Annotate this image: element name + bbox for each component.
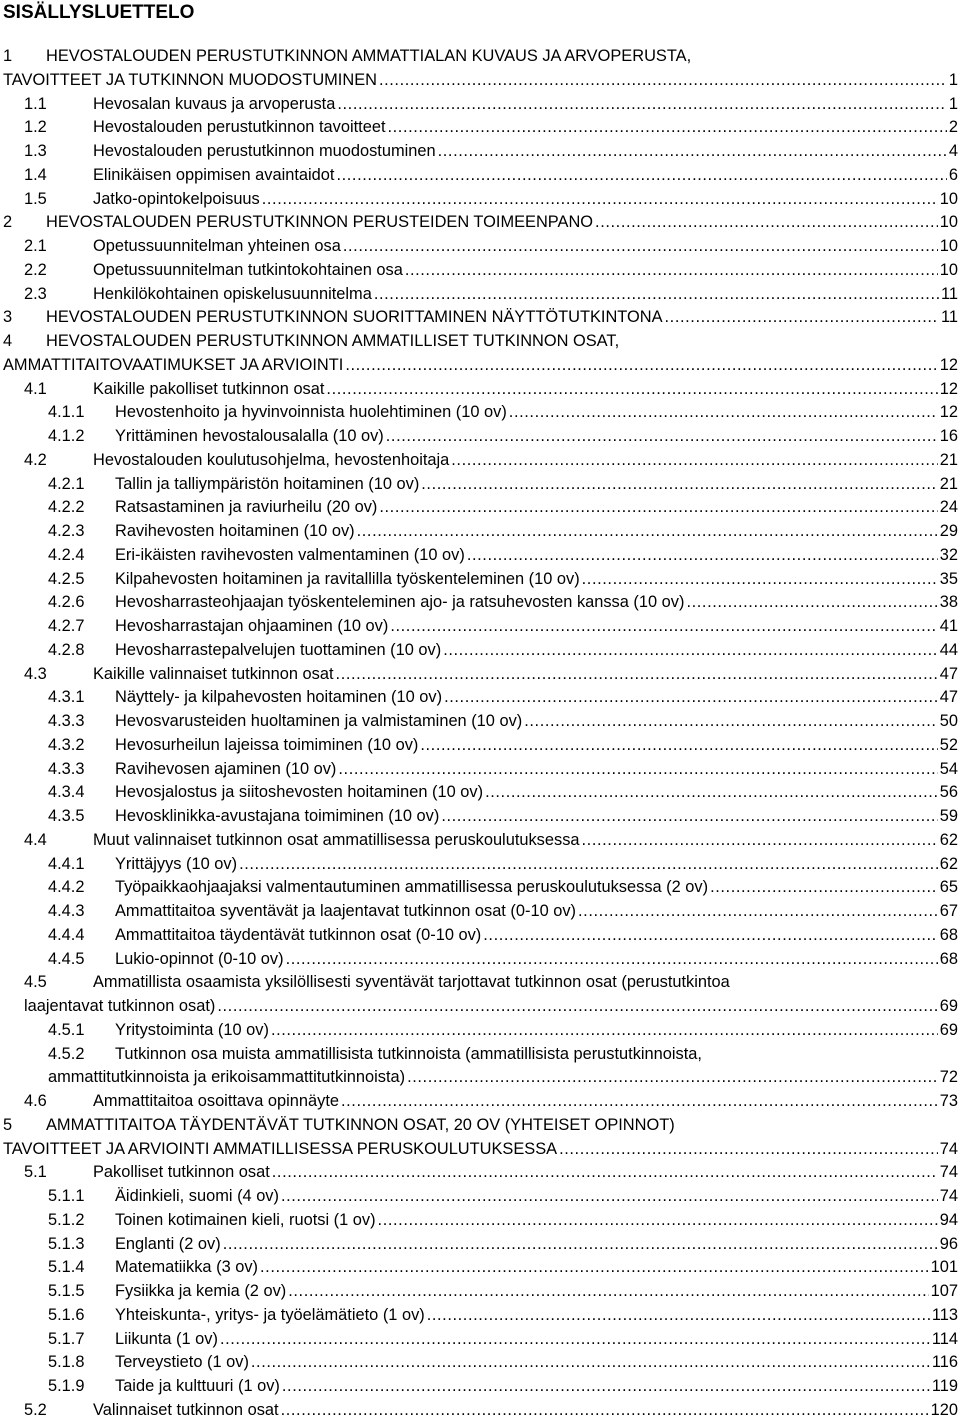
toc-entry[interactable]: [0, 139, 960, 163]
toc-entry[interactable]: [0, 1279, 960, 1303]
toc-entry-title: Hevosalan kuvaus ja arvoperusta: [93, 94, 336, 113]
toc-entry[interactable]: [0, 923, 960, 947]
toc-entry-title: Tutkinnon osa muista ammatillisista tutkinnoista (ammatillisista perustutkinnoista,: [115, 1044, 702, 1063]
dot-leader: [421, 472, 937, 496]
toc-entry-number: 5: [3, 1115, 13, 1134]
toc-entry-page: 72: [939, 1068, 958, 1087]
toc-entry-title: Matematiikka (3 ov): [115, 1258, 259, 1277]
toc-entry-page: 10: [939, 237, 958, 255]
dot-leader: [286, 947, 938, 971]
toc-entry-title: Hevostalouden perustutkinnon muodostuminen: [93, 142, 436, 160]
toc-entry[interactable]: [0, 1089, 960, 1113]
dot-leader: [374, 282, 939, 306]
toc-entry-page: 119: [931, 1377, 958, 1395]
toc-entry-page: 54: [939, 759, 958, 778]
dot-leader: [582, 567, 938, 591]
toc-entry-page: 1: [948, 70, 958, 89]
dot-leader: [582, 828, 938, 852]
toc-entry-title: Liikunta (1 ov): [115, 1329, 218, 1348]
toc-entry-continuation[interactable]: [0, 1137, 960, 1161]
toc-entry-page: 65: [939, 878, 958, 897]
dot-leader: [578, 899, 938, 923]
toc-entry-page: 74: [939, 1163, 958, 1182]
toc-entry-page: 12: [939, 355, 958, 374]
toc-entry-title: Yrittäjyys (10 ov): [115, 854, 238, 873]
toc-entry-title: Hevostalouden koulutusohjelma, hevostenhoitaja: [93, 450, 450, 469]
toc-entry-number: 4.3.4: [48, 783, 85, 802]
dot-leader: [420, 733, 937, 757]
toc-entry-title: Hevosklinikka-avustajana toimiminen (10 ov): [115, 807, 440, 825]
toc-entry-title: HEVOSTALOUDEN PERUSTUTKINNON AMMATILLISET TUTKINNON OSAT,: [46, 332, 620, 350]
toc-entry[interactable]: [0, 115, 960, 139]
dot-leader: [444, 685, 938, 709]
toc-entry-number: 5.2: [24, 1400, 47, 1419]
toc-entry-number: 4.5.1: [48, 1020, 85, 1039]
toc-entry-title: Äidinkieli, suomi (4 ov): [115, 1187, 279, 1205]
toc-entry-continuation[interactable]: [0, 68, 960, 92]
toc-entry-title: Ammattitaitoa syventävät ja laajentavat tutkinnon osat (0-10 ov): [115, 902, 577, 920]
dot-leader: [239, 852, 938, 876]
toc-entry[interactable]: [0, 210, 960, 234]
toc-entry-title: laajentavat tutkinnon osat): [24, 997, 216, 1015]
toc-entry[interactable]: [0, 543, 960, 567]
dot-leader: [509, 400, 938, 424]
toc-entry-number: 4.4.3: [48, 902, 85, 920]
toc-entry-number: 4.3.1: [48, 688, 85, 707]
toc-entry-number: 4.3.3: [48, 759, 85, 778]
toc-entry-number: 4.3.3: [48, 712, 85, 730]
toc-entry-title: Elinikäisen oppimisen avaintaidot: [93, 165, 335, 184]
toc-entry[interactable]: [0, 1232, 960, 1256]
toc-entry-page: 41: [939, 617, 958, 635]
dot-leader: [405, 258, 938, 282]
toc-entry-page: 11: [940, 284, 958, 303]
dot-leader: [438, 139, 947, 163]
toc-entry-number: 2: [3, 213, 13, 232]
toc-entry-number: 1: [3, 47, 13, 65]
toc-entry-title: HEVOSTALOUDEN PERUSTUTKINNON PERUSTEIDEN TOIMEENPANO: [46, 213, 594, 232]
toc-entry-page: 69: [939, 997, 958, 1015]
toc-entry[interactable]: [0, 1398, 960, 1422]
toc-entry-title: Pakolliset tutkinnon osat: [93, 1163, 270, 1182]
toc-entry-title: Hevosharrastajan ohjaaminen (10 ov): [115, 617, 389, 635]
toc-entry-page: 10: [939, 213, 958, 232]
toc-entry[interactable]: [0, 947, 960, 971]
dot-leader: [559, 1137, 938, 1161]
toc-entry-page: 35: [939, 569, 958, 588]
toc-entry-page: 62: [939, 830, 958, 849]
toc-entry-page: 10: [939, 189, 958, 208]
toc-entry-number: 5.1.9: [48, 1377, 85, 1395]
toc-entry-title: Valinnaiset tutkinnon osat: [93, 1400, 279, 1419]
toc-entry-page: 44: [939, 640, 958, 659]
toc-entry-page: 59: [939, 807, 958, 825]
toc-entry-page: 32: [939, 545, 958, 564]
toc-entry-page: 56: [939, 783, 958, 802]
toc-entry[interactable]: [0, 1374, 960, 1398]
dot-leader: [217, 994, 937, 1018]
toc-entry-number: 4.4.2: [48, 878, 85, 897]
toc-entry-number: 4: [3, 332, 13, 350]
toc-entry-number: 4.2.2: [48, 498, 85, 517]
toc-entry-title: Hevosurheilun lajeissa toimiminen (10 ov): [115, 735, 419, 754]
toc-entry[interactable]: [0, 495, 960, 519]
toc-entry-title: Kaikille pakolliset tutkinnon osat: [93, 379, 325, 398]
toc-entry[interactable]: [0, 780, 960, 804]
toc-entry-number: 4.1.1: [48, 403, 85, 422]
toc-entry[interactable]: [0, 875, 960, 899]
toc-entry[interactable]: [0, 1255, 960, 1279]
toc-entry-number: 4.1: [24, 379, 47, 398]
toc-entry-continuation[interactable]: [0, 353, 960, 377]
toc-entry-title: Opetussuunnitelman yhteinen osa: [93, 237, 341, 255]
dot-leader: [262, 187, 938, 211]
toc-entry-number: 4.3.2: [48, 735, 85, 754]
toc-entry-number: 4.2.6: [48, 593, 85, 612]
toc-entry-continuation[interactable]: [0, 994, 960, 1018]
dot-leader: [441, 804, 937, 828]
dot-leader: [710, 875, 938, 899]
toc-entry[interactable]: [0, 424, 960, 448]
toc-entry[interactable]: [0, 1113, 960, 1137]
toc-entry[interactable]: [0, 638, 960, 662]
toc-entry[interactable]: [0, 377, 960, 401]
dot-leader: [443, 638, 938, 662]
toc-entry-title: Hevosjalostus ja siitoshevosten hoitaminen (10 ov): [115, 783, 484, 802]
toc-entry-title: Hevosvarusteiden huoltaminen ja valmistaminen (10 ov): [115, 712, 523, 730]
toc-entry[interactable]: [0, 329, 960, 353]
toc-entry-page: 68: [939, 949, 958, 968]
dot-leader: [485, 780, 938, 804]
toc-entry-number: 3: [3, 308, 13, 327]
toc-entry-page: 52: [939, 735, 958, 754]
toc-entry-title: Tallin ja talliympäristön hoitaminen (10 ov): [115, 474, 420, 493]
toc-entry-page: 6: [948, 165, 958, 184]
toc-entry-page: 116: [931, 1353, 958, 1372]
toc-entry-page: 38: [939, 593, 958, 612]
toc-entry[interactable]: [0, 899, 960, 923]
toc-entry-title: Ammattitaitoa täydentävät tutkinnon osat (0-10 ov): [115, 925, 482, 944]
toc-entry-page: 29: [939, 522, 958, 540]
dot-leader: [427, 1303, 930, 1327]
toc-entry-page: 67: [939, 902, 958, 920]
toc-entry-number: 4.5.2: [48, 1044, 85, 1063]
dot-leader: [686, 590, 937, 614]
toc-entry-page: 11: [940, 308, 958, 327]
toc-entry[interactable]: [0, 828, 960, 852]
dot-leader: [451, 448, 937, 472]
toc-entry-title: AMMATTITAITOA TÄYDENTÄVÄT TUTKINNON OSAT, 20 OV (YHTEISET OPINNOT): [46, 1115, 675, 1134]
toc-entry[interactable]: [0, 1160, 960, 1184]
toc-entry[interactable]: [0, 1350, 960, 1374]
toc-entry-page: 1: [948, 94, 958, 113]
toc-entry-number: 1.1: [24, 94, 47, 113]
toc-entry-page: 21: [939, 450, 958, 469]
dot-leader: [251, 1350, 930, 1374]
toc-entry[interactable]: [0, 1327, 960, 1351]
toc-entry-page: 113: [931, 1305, 958, 1324]
toc-entry[interactable]: [0, 44, 960, 68]
dot-leader: [337, 92, 947, 116]
toc-entry-number: 1.4: [24, 165, 47, 184]
dot-leader: [357, 519, 938, 543]
toc-entry-number: 1.2: [24, 118, 47, 137]
toc-entry-number: 1.3: [24, 142, 47, 160]
toc-entry[interactable]: [0, 1018, 960, 1042]
page-title: SISÄLLYSLUETTELO: [3, 2, 195, 23]
toc-entry-number: 4.4.5: [48, 949, 85, 968]
toc-entry[interactable]: [0, 282, 960, 306]
toc-entry-number: 4.3.5: [48, 807, 85, 825]
toc-entry[interactable]: [0, 92, 960, 116]
toc-entry[interactable]: [0, 1042, 960, 1066]
toc-entry-title: Yhteiskunta-, yritys- ja työelämätieto (1 ov): [115, 1305, 425, 1324]
dot-leader: [378, 1208, 938, 1232]
toc-entry-number: 2.2: [24, 260, 47, 279]
toc-entry-number: 5.1.4: [48, 1258, 85, 1277]
toc-entry[interactable]: [0, 685, 960, 709]
toc-entry-page: 16: [939, 427, 958, 445]
dot-leader: [407, 1065, 938, 1089]
dot-leader: [336, 662, 938, 686]
toc-entry-number: 5.1: [24, 1163, 47, 1182]
toc-entry[interactable]: [0, 234, 960, 258]
dot-leader: [343, 234, 938, 258]
toc-entry[interactable]: [0, 590, 960, 614]
dot-leader: [379, 495, 937, 519]
toc-entry-page: 47: [939, 688, 958, 707]
dot-leader: [483, 923, 938, 947]
toc-entry-number: 5.1.7: [48, 1329, 85, 1348]
dot-leader: [271, 1018, 938, 1042]
toc-entry-number: 4.6: [24, 1092, 47, 1110]
toc-entry[interactable]: [0, 733, 960, 757]
toc-entry-page: 12: [939, 403, 958, 422]
toc-entry-number: 4.2.1: [48, 474, 85, 493]
toc-entry-number: 2.3: [24, 284, 47, 303]
toc-entry[interactable]: [0, 709, 960, 733]
toc-entry-title: Ammatillista osaamista yksilöllisesti syventävät tarjottavat tutkinnon osat (perustutkintoa: [93, 973, 730, 992]
toc-entry-title: Työpaikkaohjaajaksi valmentautuminen ammatillisessa peruskoulutuksessa (2 ov): [115, 878, 709, 897]
toc-entry-number: 1.5: [24, 189, 47, 208]
toc-entry-number: 4.2: [24, 450, 47, 469]
toc-entry[interactable]: [0, 187, 960, 211]
toc-entry[interactable]: [0, 757, 960, 781]
toc-entry-title: Kaikille valinnaiset tutkinnon osat: [93, 664, 334, 683]
toc-entry-page: 101: [930, 1258, 958, 1277]
toc-entry[interactable]: [0, 163, 960, 187]
dot-leader: [345, 353, 937, 377]
toc-entry-title: AMMATTITAITOVAATIMUKSET JA ARVIOINTI: [3, 355, 344, 374]
dot-leader: [220, 1327, 930, 1351]
toc-entry-title: Jatko-opintokelpoisuus: [93, 189, 260, 208]
dot-leader: [288, 1279, 928, 1303]
toc-entry-number: 4.2.3: [48, 522, 85, 540]
toc-entry-page: 24: [939, 498, 958, 517]
toc-entry[interactable]: [0, 804, 960, 828]
toc-entry-number: 5.1.2: [48, 1210, 85, 1229]
toc-entry-title: Terveystieto (1 ov): [115, 1353, 249, 1372]
toc-entry-title: Yrittäminen hevostalousalalla (10 ov): [115, 427, 384, 445]
toc-entry-title: Näyttely- ja kilpahevosten hoitaminen (10 ov): [115, 688, 443, 707]
toc-entry-number: 5.1.3: [48, 1234, 85, 1253]
toc-entry-title: Ravihevosen ajaminen (10 ov): [115, 759, 337, 778]
toc-entry-title: Fysiikka ja kemia (2 ov): [115, 1282, 287, 1300]
toc-entry-page: 74: [939, 1139, 958, 1158]
toc-entry-number: 4.2.7: [48, 617, 85, 635]
dot-leader: [595, 210, 938, 234]
toc-entry-number: 4.1.2: [48, 427, 85, 445]
toc-entry-number: 5.1.8: [48, 1353, 85, 1372]
toc-entry[interactable]: [0, 258, 960, 282]
toc-entry-number: 4.4: [24, 830, 47, 849]
toc-entry-title: Hevosharrastepalvelujen tuottaminen (10 ov): [115, 640, 442, 659]
toc-entry[interactable]: [0, 662, 960, 686]
toc-entry-title: Hevosharrasteohjaajan työskenteleminen ajo- ja ratsuhevosten kanssa (10 ov): [115, 593, 685, 612]
toc-entry[interactable]: [0, 519, 960, 543]
dot-leader: [338, 757, 937, 781]
dot-leader: [260, 1255, 929, 1279]
dot-leader: [388, 115, 947, 139]
toc-entry-title: Muut valinnaiset tutkinnon osat ammatillisessa peruskoulutuksessa: [93, 830, 580, 849]
toc-entry-page: 69: [939, 1020, 958, 1039]
dot-leader: [282, 1374, 930, 1398]
dot-leader: [223, 1232, 938, 1256]
dot-leader: [386, 424, 938, 448]
toc-entry-title: Hevostenhoito ja hyvinvoinnista huolehtiminen (10 ov): [115, 403, 507, 422]
toc-entry-title: Taide ja kulttuuri (1 ov): [115, 1377, 280, 1395]
toc-entry-number: 4.3: [24, 664, 47, 683]
toc-entry-continuation[interactable]: [0, 1065, 960, 1089]
toc-entry-title: HEVOSTALOUDEN PERUSTUTKINNON AMMATTIALAN KUVAUS JA ARVOPERUSTA,: [46, 47, 692, 65]
toc-entry-title: Ratsastaminen ja raviurheilu (20 ov): [115, 498, 378, 517]
dot-leader: [281, 1184, 938, 1208]
toc-entry-title: ammattitutkinnoista ja erikoisammattitutkinnoista): [48, 1068, 406, 1087]
toc-entry-page: 47: [939, 664, 958, 683]
toc-entry-title: HEVOSTALOUDEN PERUSTUTKINNON SUORITTAMINEN NÄYTTÖTUTKINTONA: [46, 308, 663, 327]
dot-leader: [272, 1160, 938, 1184]
dot-leader: [524, 709, 938, 733]
toc-entry-number: 4.5: [24, 973, 47, 992]
toc-entry-title: Kilpahevosten hoitaminen ja ravitallilla työskenteleminen (10 ov): [115, 569, 580, 588]
toc-entry-page: 21: [939, 474, 958, 493]
dot-leader: [281, 1398, 929, 1422]
toc-entry[interactable]: [0, 472, 960, 496]
toc-entry-title: Hevostalouden perustutkinnon tavoitteet: [93, 118, 386, 137]
toc-entry-page: 120: [930, 1400, 958, 1419]
toc-entry-page: 4: [948, 142, 958, 160]
toc-entry-page: 2: [948, 118, 958, 137]
toc-entry-page: 62: [939, 854, 958, 873]
toc-entry[interactable]: [0, 970, 960, 994]
toc-entry[interactable]: [0, 1303, 960, 1327]
dot-leader: [336, 163, 946, 187]
dot-leader: [341, 1089, 938, 1113]
toc-entry-page: 94: [939, 1210, 958, 1229]
toc-entry-title: Henkilökohtainen opiskelusuunnitelma: [93, 284, 372, 303]
toc-entry[interactable]: [0, 852, 960, 876]
toc-entry-number: 2.1: [24, 237, 47, 255]
toc-entry-number: 4.2.5: [48, 569, 85, 588]
toc-entry-number: 5.1.1: [48, 1187, 85, 1205]
toc-entry-title: Ravihevosten hoitaminen (10 ov): [115, 522, 355, 540]
toc-entry-page: 50: [939, 712, 958, 730]
toc-entry[interactable]: [0, 614, 960, 638]
toc-entry-number: 4.2.8: [48, 640, 85, 659]
toc-entry-title: Toinen kotimainen kieli, ruotsi (1 ov): [115, 1210, 376, 1229]
toc-entry-title: Opetussuunnitelman tutkintokohtainen osa: [93, 260, 403, 279]
toc-entry-title: TAVOITTEET JA ARVIOINTI AMMATILLISESSA PERUSKOULUTUKSESSA: [3, 1139, 558, 1158]
toc-entry-number: 5.1.5: [48, 1282, 85, 1300]
dot-leader: [665, 305, 939, 329]
toc-entry-title: Lukio-opinnot (0-10 ov): [115, 949, 284, 968]
toc-entry[interactable]: [0, 305, 960, 329]
toc-entry-title: Yritystoiminta (10 ov): [115, 1020, 269, 1039]
dot-leader: [326, 377, 937, 401]
dot-leader: [390, 614, 937, 638]
toc-entry-page: 114: [931, 1329, 958, 1348]
toc-entry-page: 12: [939, 379, 958, 398]
toc-entry-title: Englanti (2 ov): [115, 1234, 221, 1253]
toc-entry[interactable]: [0, 448, 960, 472]
toc-entry-number: 4.2.4: [48, 545, 85, 564]
toc-entry-title: Eri-ikäisten ravihevosten valmentaminen (10 ov): [115, 545, 465, 564]
toc-entry-number: 5.1.6: [48, 1305, 85, 1324]
toc-entry-page: 10: [939, 260, 958, 279]
toc-entry-number: 4.4.4: [48, 925, 85, 944]
toc-entry[interactable]: [0, 567, 960, 591]
toc-entry-page: 96: [939, 1234, 958, 1253]
toc-entry[interactable]: [0, 1184, 960, 1208]
toc-entry-page: 68: [939, 925, 958, 944]
toc-entry-page: 74: [939, 1187, 958, 1205]
toc-entry[interactable]: [0, 400, 960, 424]
toc-entry-title: TAVOITTEET JA TUTKINNON MUODOSTUMINEN: [3, 70, 377, 89]
toc-entry-number: 4.4.1: [48, 854, 85, 873]
dot-leader: [379, 68, 947, 92]
dot-leader: [467, 543, 938, 567]
toc-entry-page: 107: [930, 1282, 958, 1300]
toc-entry-title: Ammattitaitoa osoittava opinnäyte: [93, 1092, 339, 1110]
toc-entry[interactable]: [0, 1208, 960, 1232]
toc-entry-page: 73: [939, 1092, 958, 1110]
